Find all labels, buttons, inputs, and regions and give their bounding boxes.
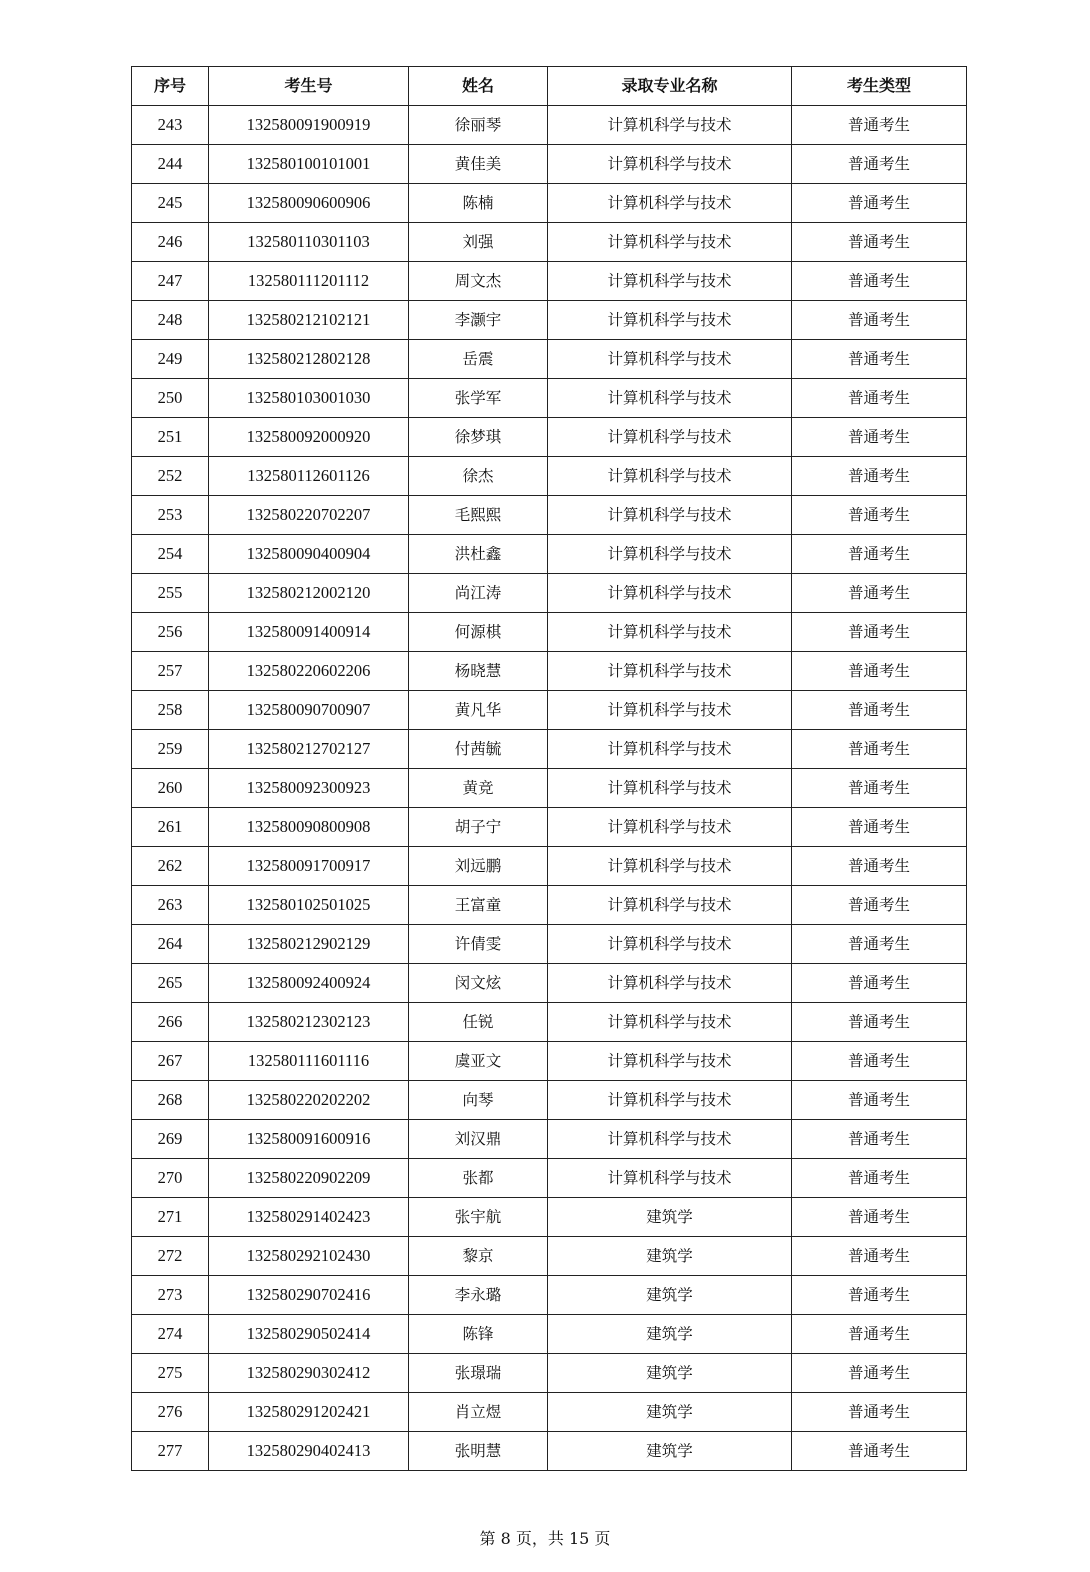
exam-id-cell: 132580220202202: [209, 1081, 409, 1120]
type-cell: 普通考生: [792, 340, 967, 379]
major-cell: 建筑学: [548, 1432, 792, 1471]
table-row: [132, 223, 967, 262]
name-cell: 黎京: [409, 1237, 548, 1276]
seq-cell: 266: [132, 1003, 209, 1042]
type-cell: 普通考生: [792, 1432, 967, 1471]
seq-cell: 268: [132, 1081, 209, 1120]
header-exam-id: 考生号: [209, 67, 409, 106]
table-row: [132, 1198, 967, 1237]
major-cell: 建筑学: [548, 1393, 792, 1432]
major-cell: 计算机科学与技术: [548, 106, 792, 145]
name-cell: 胡子宁: [409, 808, 548, 847]
table-row: [132, 847, 967, 886]
major-cell: 计算机科学与技术: [548, 535, 792, 574]
seq-cell: 245: [132, 184, 209, 223]
major-cell: 计算机科学与技术: [548, 574, 792, 613]
seq-cell: 258: [132, 691, 209, 730]
type-cell: 普通考生: [792, 1159, 967, 1198]
header-name: 姓名: [409, 67, 548, 106]
name-cell: 李灏宇: [409, 301, 548, 340]
name-cell: 张宇航: [409, 1198, 548, 1237]
seq-cell: 254: [132, 535, 209, 574]
type-cell: 普通考生: [792, 1276, 967, 1315]
type-cell: 普通考生: [792, 1003, 967, 1042]
name-cell: 杨晓慧: [409, 652, 548, 691]
exam-id-cell: 132580092300923: [209, 769, 409, 808]
table-row: [132, 964, 967, 1003]
exam-id-cell: 132580290302412: [209, 1354, 409, 1393]
exam-id-cell: 132580092400924: [209, 964, 409, 1003]
table-row: [132, 691, 967, 730]
table-row: [132, 574, 967, 613]
table-row: [132, 457, 967, 496]
type-cell: 普通考生: [792, 145, 967, 184]
table-row: [132, 925, 967, 964]
header-seq: 序号: [132, 67, 209, 106]
seq-cell: 270: [132, 1159, 209, 1198]
exam-id-cell: 132580090800908: [209, 808, 409, 847]
table-row: [132, 1315, 967, 1354]
type-cell: 普通考生: [792, 184, 967, 223]
seq-cell: 264: [132, 925, 209, 964]
exam-id-cell: 132580220702207: [209, 496, 409, 535]
seq-cell: 248: [132, 301, 209, 340]
table-row: [132, 1081, 967, 1120]
seq-cell: 244: [132, 145, 209, 184]
major-cell: 计算机科学与技术: [548, 925, 792, 964]
name-cell: 黄凡华: [409, 691, 548, 730]
table-row: [132, 184, 967, 223]
name-cell: 张都: [409, 1159, 548, 1198]
exam-id-cell: 132580291402423: [209, 1198, 409, 1237]
name-cell: 肖立煜: [409, 1393, 548, 1432]
exam-id-cell: 132580111201112: [209, 262, 409, 301]
table-row: [132, 496, 967, 535]
major-cell: 计算机科学与技术: [548, 184, 792, 223]
table-row: [132, 613, 967, 652]
name-cell: 张明慧: [409, 1432, 548, 1471]
type-cell: 普通考生: [792, 223, 967, 262]
name-cell: 张璟瑞: [409, 1354, 548, 1393]
type-cell: 普通考生: [792, 1042, 967, 1081]
name-cell: 黄佳美: [409, 145, 548, 184]
major-cell: 计算机科学与技术: [548, 847, 792, 886]
major-cell: 计算机科学与技术: [548, 340, 792, 379]
table-row: [132, 1354, 967, 1393]
name-cell: 毛熙熙: [409, 496, 548, 535]
major-cell: 计算机科学与技术: [548, 496, 792, 535]
name-cell: 刘远鹏: [409, 847, 548, 886]
type-cell: 普通考生: [792, 1393, 967, 1432]
seq-cell: 249: [132, 340, 209, 379]
exam-id-cell: 132580290402413: [209, 1432, 409, 1471]
exam-id-cell: 132580291202421: [209, 1393, 409, 1432]
table-row: [132, 652, 967, 691]
header-type: 考生类型: [792, 67, 967, 106]
seq-cell: 265: [132, 964, 209, 1003]
type-cell: 普通考生: [792, 379, 967, 418]
seq-cell: 262: [132, 847, 209, 886]
table-row: [132, 1276, 967, 1315]
type-cell: 普通考生: [792, 847, 967, 886]
table-header-row: [132, 67, 967, 106]
table-row: [132, 145, 967, 184]
table-row: [132, 535, 967, 574]
seq-cell: 277: [132, 1432, 209, 1471]
exam-id-cell: 132580220902209: [209, 1159, 409, 1198]
exam-id-cell: 132580290702416: [209, 1276, 409, 1315]
table-row: [132, 1393, 967, 1432]
major-cell: 计算机科学与技术: [548, 886, 792, 925]
seq-cell: 272: [132, 1237, 209, 1276]
seq-cell: 271: [132, 1198, 209, 1237]
table-row: [132, 886, 967, 925]
type-cell: 普通考生: [792, 457, 967, 496]
seq-cell: 243: [132, 106, 209, 145]
seq-cell: 259: [132, 730, 209, 769]
name-cell: 任锐: [409, 1003, 548, 1042]
table-row: [132, 1003, 967, 1042]
exam-id-cell: 132580090600906: [209, 184, 409, 223]
seq-cell: 276: [132, 1393, 209, 1432]
type-cell: 普通考生: [792, 574, 967, 613]
major-cell: 计算机科学与技术: [548, 769, 792, 808]
major-cell: 计算机科学与技术: [548, 808, 792, 847]
exam-id-cell: 132580092000920: [209, 418, 409, 457]
exam-id-cell: 132580102501025: [209, 886, 409, 925]
exam-id-cell: 132580110301103: [209, 223, 409, 262]
major-cell: 建筑学: [548, 1198, 792, 1237]
type-cell: 普通考生: [792, 1120, 967, 1159]
name-cell: 徐梦琪: [409, 418, 548, 457]
name-cell: 许倩雯: [409, 925, 548, 964]
type-cell: 普通考生: [792, 613, 967, 652]
name-cell: 陈锋: [409, 1315, 548, 1354]
name-cell: 洪杜鑫: [409, 535, 548, 574]
exam-id-cell: 132580090400904: [209, 535, 409, 574]
major-cell: 计算机科学与技术: [548, 964, 792, 1003]
name-cell: 付茜毓: [409, 730, 548, 769]
major-cell: 计算机科学与技术: [548, 1159, 792, 1198]
type-cell: 普通考生: [792, 769, 967, 808]
table-row: [132, 1159, 967, 1198]
type-cell: 普通考生: [792, 1315, 967, 1354]
exam-id-cell: 132580290502414: [209, 1315, 409, 1354]
major-cell: 建筑学: [548, 1237, 792, 1276]
major-cell: 建筑学: [548, 1315, 792, 1354]
name-cell: 向琴: [409, 1081, 548, 1120]
name-cell: 徐杰: [409, 457, 548, 496]
type-cell: 普通考生: [792, 418, 967, 457]
major-cell: 建筑学: [548, 1354, 792, 1393]
seq-cell: 256: [132, 613, 209, 652]
seq-cell: 269: [132, 1120, 209, 1159]
major-cell: 建筑学: [548, 1276, 792, 1315]
name-cell: 周文杰: [409, 262, 548, 301]
table-row: [132, 769, 967, 808]
major-cell: 计算机科学与技术: [548, 223, 792, 262]
page-footer: 第 8 页，共 15 页: [479, 1529, 611, 1548]
exam-id-cell: 132580212702127: [209, 730, 409, 769]
table-row: [132, 340, 967, 379]
exam-id-cell: 132580212802128: [209, 340, 409, 379]
seq-cell: 273: [132, 1276, 209, 1315]
table-row: [132, 1432, 967, 1471]
table-row: [132, 1237, 967, 1276]
table-row: [132, 262, 967, 301]
name-cell: 李永璐: [409, 1276, 548, 1315]
type-cell: 普通考生: [792, 1354, 967, 1393]
table-row: [132, 1120, 967, 1159]
seq-cell: 246: [132, 223, 209, 262]
table-body: [132, 106, 967, 1471]
table-row: [132, 418, 967, 457]
exam-id-cell: 132580220602206: [209, 652, 409, 691]
exam-id-cell: 132580212002120: [209, 574, 409, 613]
name-cell: 闵文炫: [409, 964, 548, 1003]
name-cell: 尚江涛: [409, 574, 548, 613]
name-cell: 刘强: [409, 223, 548, 262]
type-cell: 普通考生: [792, 262, 967, 301]
seq-cell: 263: [132, 886, 209, 925]
type-cell: 普通考生: [792, 535, 967, 574]
type-cell: 普通考生: [792, 1237, 967, 1276]
exam-id-cell: 132580292102430: [209, 1237, 409, 1276]
major-cell: 计算机科学与技术: [548, 301, 792, 340]
seq-cell: 260: [132, 769, 209, 808]
type-cell: 普通考生: [792, 1081, 967, 1120]
exam-id-cell: 132580090700907: [209, 691, 409, 730]
name-cell: 张学军: [409, 379, 548, 418]
table-row: [132, 808, 967, 847]
exam-id-cell: 132580212102121: [209, 301, 409, 340]
major-cell: 计算机科学与技术: [548, 145, 792, 184]
type-cell: 普通考生: [792, 106, 967, 145]
type-cell: 普通考生: [792, 886, 967, 925]
table-row: [132, 730, 967, 769]
seq-cell: 253: [132, 496, 209, 535]
type-cell: 普通考生: [792, 652, 967, 691]
seq-cell: 267: [132, 1042, 209, 1081]
exam-id-cell: 132580212302123: [209, 1003, 409, 1042]
seq-cell: 251: [132, 418, 209, 457]
name-cell: 王富童: [409, 886, 548, 925]
major-cell: 计算机科学与技术: [548, 262, 792, 301]
major-cell: 计算机科学与技术: [548, 1120, 792, 1159]
type-cell: 普通考生: [792, 301, 967, 340]
major-cell: 计算机科学与技术: [548, 652, 792, 691]
name-cell: 何源棋: [409, 613, 548, 652]
name-cell: 刘汉鼎: [409, 1120, 548, 1159]
admission-table: [131, 66, 967, 1471]
table-row: [132, 301, 967, 340]
type-cell: 普通考生: [792, 730, 967, 769]
name-cell: 陈楠: [409, 184, 548, 223]
exam-id-cell: 132580100101001: [209, 145, 409, 184]
seq-cell: 275: [132, 1354, 209, 1393]
name-cell: 岳震: [409, 340, 548, 379]
table-row: [132, 106, 967, 145]
seq-cell: 252: [132, 457, 209, 496]
exam-id-cell: 132580103001030: [209, 379, 409, 418]
major-cell: 计算机科学与技术: [548, 379, 792, 418]
table-row: [132, 1042, 967, 1081]
seq-cell: 247: [132, 262, 209, 301]
type-cell: 普通考生: [792, 496, 967, 535]
exam-id-cell: 132580091600916: [209, 1120, 409, 1159]
major-cell: 计算机科学与技术: [548, 418, 792, 457]
exam-id-cell: 132580112601126: [209, 457, 409, 496]
type-cell: 普通考生: [792, 691, 967, 730]
table-header: [132, 67, 967, 106]
exam-id-cell: 132580091400914: [209, 613, 409, 652]
major-cell: 计算机科学与技术: [548, 613, 792, 652]
type-cell: 普通考生: [792, 964, 967, 1003]
exam-id-cell: 132580091700917: [209, 847, 409, 886]
name-cell: 徐丽琴: [409, 106, 548, 145]
major-cell: 计算机科学与技术: [548, 457, 792, 496]
major-cell: 计算机科学与技术: [548, 1042, 792, 1081]
major-cell: 计算机科学与技术: [548, 1003, 792, 1042]
major-cell: 计算机科学与技术: [548, 1081, 792, 1120]
table-row: [132, 379, 967, 418]
type-cell: 普通考生: [792, 808, 967, 847]
seq-cell: 257: [132, 652, 209, 691]
name-cell: 虞亚文: [409, 1042, 548, 1081]
exam-id-cell: 132580091900919: [209, 106, 409, 145]
major-cell: 计算机科学与技术: [548, 730, 792, 769]
seq-cell: 261: [132, 808, 209, 847]
seq-cell: 274: [132, 1315, 209, 1354]
type-cell: 普通考生: [792, 925, 967, 964]
major-cell: 计算机科学与技术: [548, 691, 792, 730]
name-cell: 黄竞: [409, 769, 548, 808]
exam-id-cell: 132580111601116: [209, 1042, 409, 1081]
type-cell: 普通考生: [792, 1198, 967, 1237]
exam-id-cell: 132580212902129: [209, 925, 409, 964]
seq-cell: 250: [132, 379, 209, 418]
header-major: 录取专业名称: [548, 67, 792, 106]
seq-cell: 255: [132, 574, 209, 613]
